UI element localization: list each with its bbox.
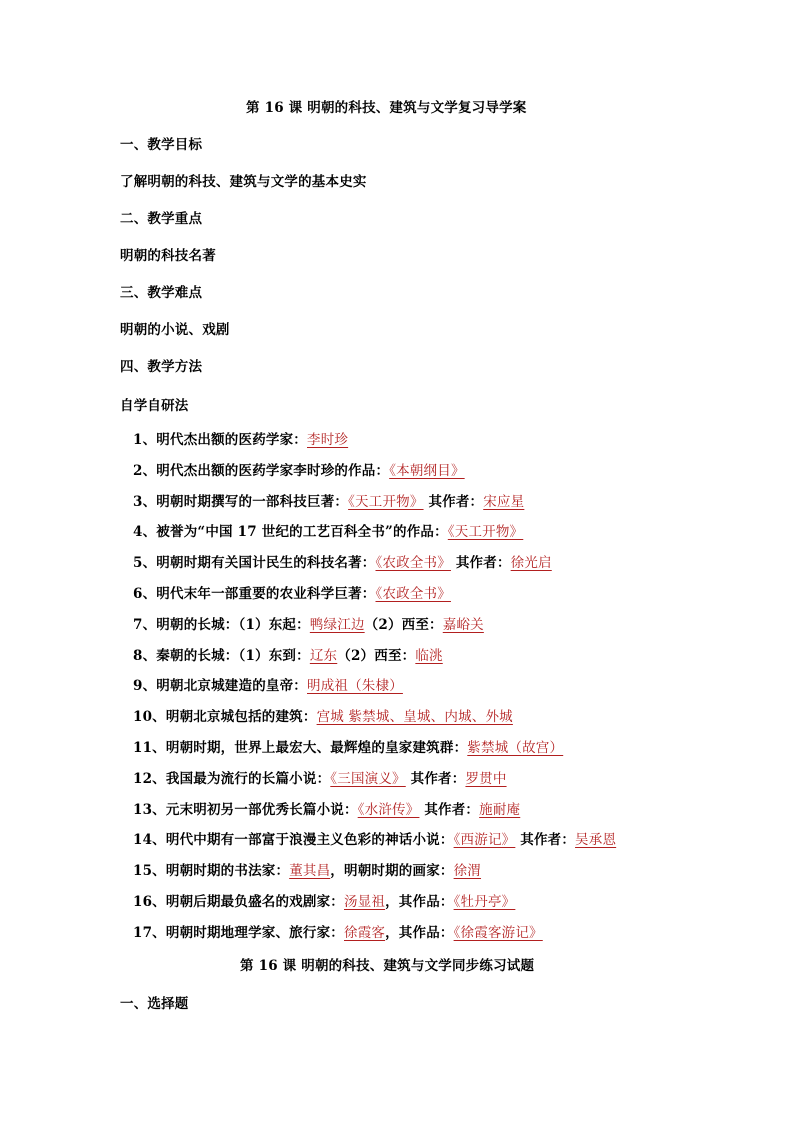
answer-text: 《牡丹亭》 [453,894,516,910]
question-text-continued: 其作者： [450,555,511,572]
question-text: 3、明朝时期撰写的一部科技巨著： [133,493,349,510]
question-text-continued: （2）西至： [364,616,443,633]
list-item [133,553,552,573]
question-text: 6、明代末年一部重要的农业科学巨著： [133,586,376,602]
section-heading-method: 四、教学方法 [120,359,203,375]
section-heading-goals: 一、教学目标 [120,137,203,153]
question-text: 5、明朝时期有关国计民生的科技名著： [133,555,376,572]
exercise-title: 第 16 课 明朝的科技、建筑与文学同步练习试题 [240,958,535,974]
list-item [133,492,524,512]
question-text: 17、明朝时期地理学家、旅行家： [133,924,344,941]
list-item [133,584,451,604]
list-item [133,461,465,481]
list-item [133,830,616,850]
question-text: 1、明代杰出额的医药学家： [133,432,307,448]
question-text-continued: ，其作品： [385,894,454,910]
answer-text: 宋应星 [483,493,525,510]
list-item [133,892,515,912]
answer-text: 《水浒传》 [357,801,420,818]
question-text-continued: 其作者： [405,770,466,787]
question-text: 2、明代杰出额的医药学家李时珍的作品： [133,462,390,479]
list-item [133,676,403,696]
list-item [133,430,348,450]
answer-text: 《本朝纲目》 [389,462,465,479]
list-item [133,769,507,789]
answer-text: 《农政全书》 [375,586,451,602]
list-item [133,707,513,727]
list-item [133,738,563,758]
question-text-continued: 其作者： [423,493,484,510]
question-text: 7、明朝的长城：（1）东起： [133,616,310,633]
answer-text: 《徐霞客游记》 [453,924,543,941]
list-item [133,861,481,881]
answer-text: 汤显祖 [344,894,386,910]
question-text: 12、我国最为流行的长篇小说： [133,770,331,787]
goals-text: 了解明朝的科技、建筑与文学的基本史实 [120,174,367,190]
answer-text: 明成祖（朱棣） [307,678,403,695]
question-text: 4、被誉为“中国 17 世纪的工艺百科全书”的作品： [133,524,448,541]
section-heading-focus: 二、教学重点 [120,211,203,227]
question-text: 16、明朝后期最负盛名的戏剧家： [133,894,344,910]
answer-text: 临洮 [415,647,443,664]
answer-text: 李时珍 [307,432,349,448]
question-text-continued: ，明朝时期的画家： [330,863,454,880]
answer-text: 徐霞客 [344,924,386,941]
question-text: 10、明朝北京城包括的建筑： [133,709,317,726]
question-text-continued: 其作者： [419,801,480,818]
question-text-continued: 其作者： [515,832,576,849]
answer-text: 徐渭 [453,863,482,880]
answer-text: 宫城 紫禁城、皇城、内城、外城 [316,709,513,726]
doc-title: 第 16 课 明朝的科技、建筑与文学复习导学案 [246,100,527,116]
answer-text: 罗贯中 [465,770,507,787]
answer-text: 紫禁城（故宫） [467,740,564,756]
answer-text: 吴承恩 [575,832,617,849]
answer-text: 董其昌 [289,863,331,880]
question-text: 8、秦朝的长城：（1）东到： [133,647,310,664]
focus-text: 明朝的科技名著 [120,248,216,264]
section-heading-difficulty: 三、教学难点 [120,285,203,301]
answer-text: 《天工开物》 [348,493,424,510]
answer-text: 《农政全书》 [375,555,451,572]
answer-text: 《西游记》 [453,832,516,849]
question-text-continued: ，其作品： [385,924,454,941]
list-item [133,800,520,820]
list-item [133,923,543,943]
question-text: 11、明朝时期，世界上最宏大、最辉煌的皇家建筑群： [133,740,468,756]
method-text: 自学自研法 [120,398,189,414]
list-item [133,615,484,635]
list-item [133,522,523,542]
question-text: 13、元末明初另一部优秀长篇小说： [133,801,358,818]
answer-text: 《三国演义》 [330,770,406,787]
question-text: 9、明朝北京城建造的皇帝： [133,678,307,695]
question-text: 15、明朝时期的书法家： [133,863,290,880]
difficulty-text: 明朝的小说、戏剧 [120,322,230,338]
answer-text: 嘉峪关 [442,616,484,633]
answer-text: 《天工开物》 [447,524,524,541]
answer-text: 施耐庵 [479,801,521,818]
section-heading-choice: 一、选择题 [120,996,189,1012]
answer-text: 徐光启 [510,555,552,572]
question-text: 14、明代中期有一部富于浪漫主义色彩的神话小说： [133,832,454,849]
answer-text: 鸭绿江边 [309,616,365,633]
question-text-continued: （2）西至： [337,647,416,664]
list-item [133,646,443,666]
answer-text: 辽东 [309,647,338,664]
